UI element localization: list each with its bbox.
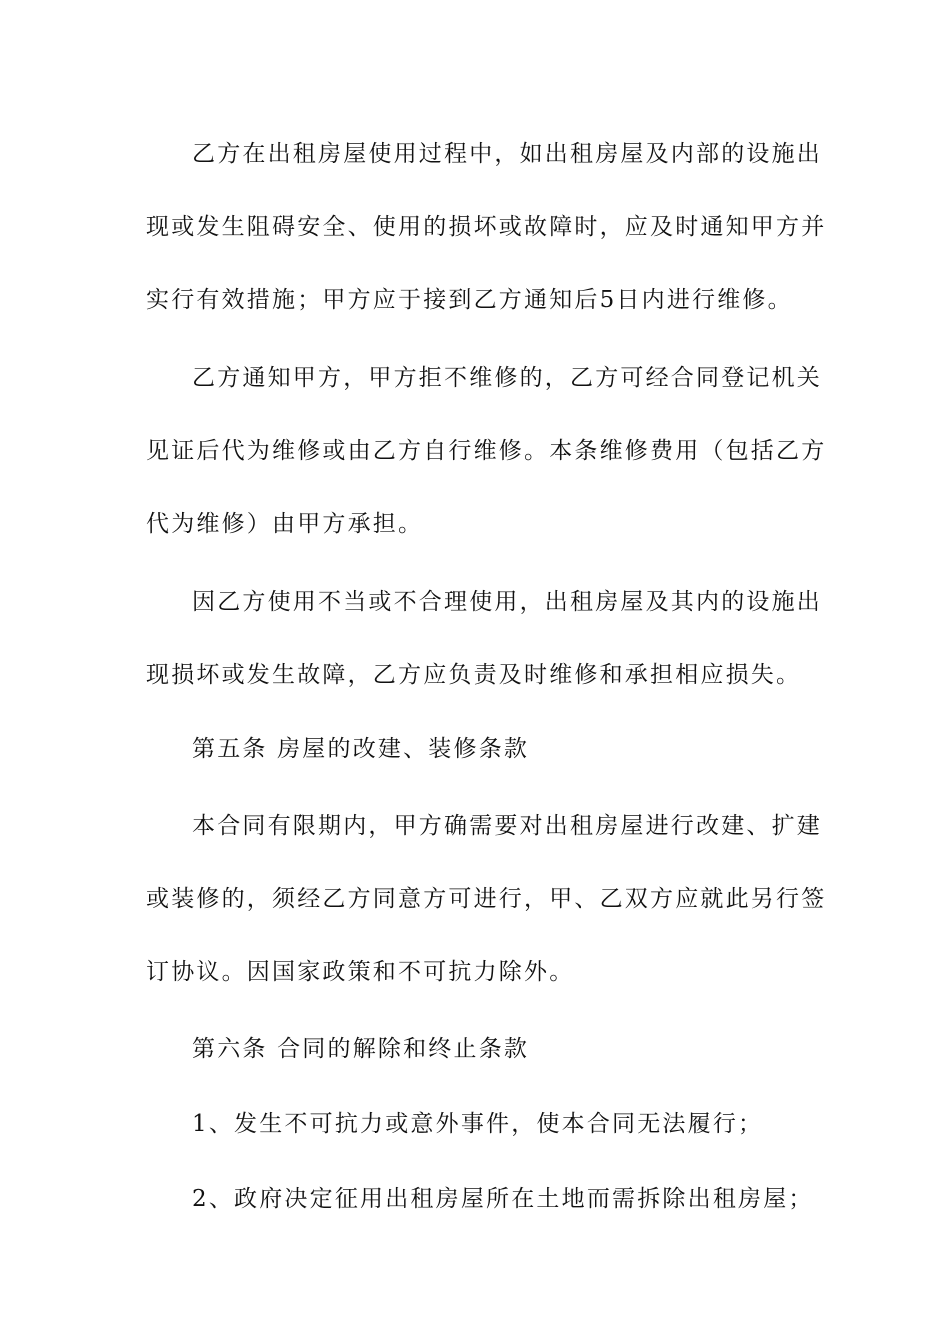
paragraph-line: 见证后代为维修或由乙方自行维修。本条维修费用（包括乙方 (146, 438, 827, 464)
section-heading: 第六条 合同的解除和终止条款 (192, 1036, 530, 1062)
paragraph-line: 现或发生阻碍安全、使用的损坏或故障时，应及时通知甲方并 (146, 214, 827, 240)
section-heading: 第五条 房屋的改建、装修条款 (192, 736, 530, 762)
paragraph-line: 实行有效措施；甲方应于接到乙方通知后5日内进行维修。 (146, 287, 793, 313)
list-item: 2、政府决定征用出租房屋所在土地而需拆除出租房屋； (192, 1186, 814, 1212)
paragraph-line: 本合同有限期内，甲方确需要对出租房屋进行改建、扩建 (192, 813, 822, 839)
paragraph-line: 代为维修）由甲方承担。 (146, 511, 424, 537)
paragraph-line: 乙方在出租房屋使用过程中，如出租房屋及内部的设施出 (192, 141, 822, 167)
paragraph-line: 因乙方使用不当或不合理使用，出租房屋及其内的设施出 (192, 589, 822, 615)
list-item: 1、发生不可抗力或意外事件，使本合同无法履行； (192, 1111, 764, 1137)
paragraph-line: 或装修的，须经乙方同意方可进行，甲、乙双方应就此另行签 (146, 886, 827, 912)
paragraph-line: 乙方通知甲方，甲方拒不维修的，乙方可经合同登记机关 (192, 365, 822, 391)
paragraph-line: 现损坏或发生故障，乙方应负责及时维修和承担相应损失。 (146, 662, 802, 688)
paragraph-line: 订协议。因国家政策和不可抗力除外。 (146, 959, 575, 985)
